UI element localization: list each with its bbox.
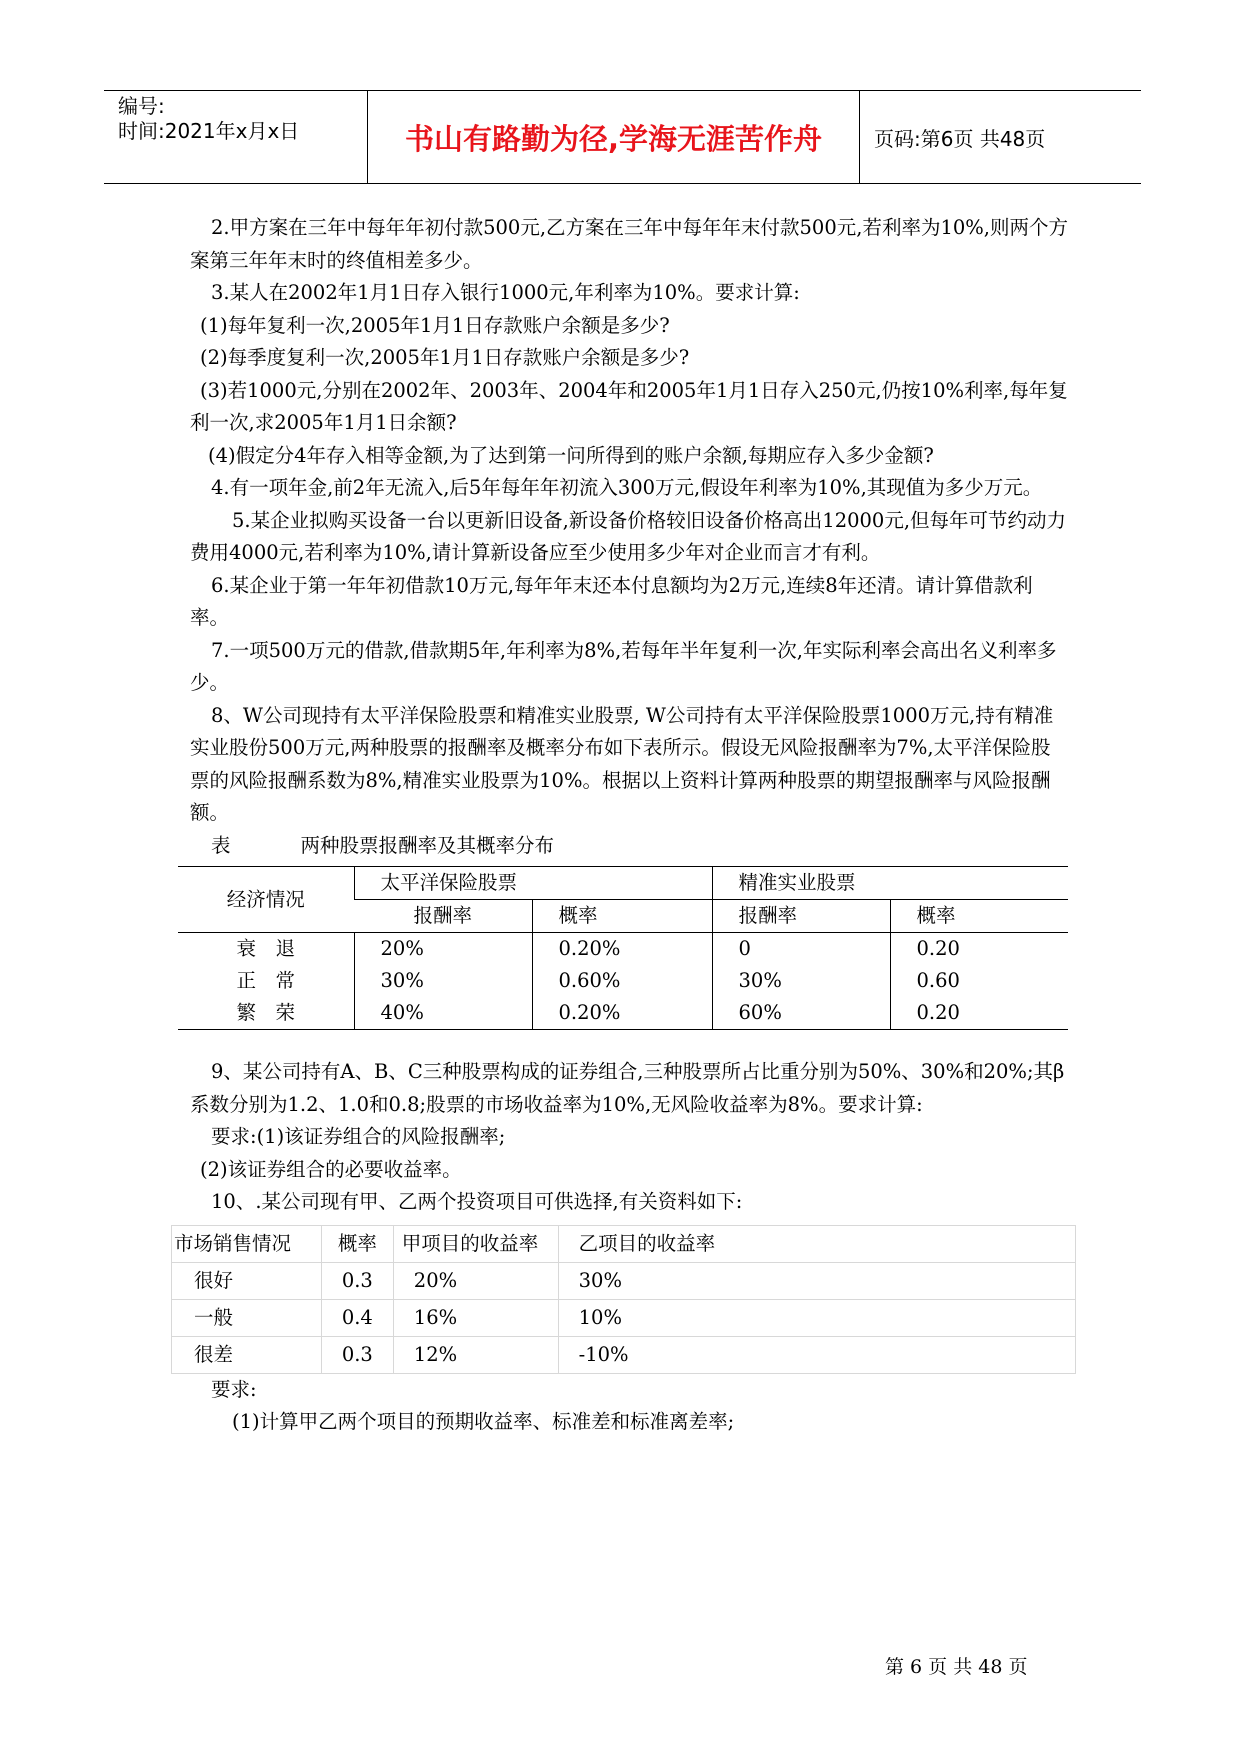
table-cell: 0.20 <box>890 997 1068 1030</box>
question-7: 7.一项500万元的借款,借款期5年,年利率为8%,若每年半年复利一次,年实际利率会高出名义利率多少。 <box>190 638 1057 694</box>
number-label: 编号: <box>118 94 165 118</box>
table-header-cell: 概率 <box>321 1225 393 1262</box>
header-motto: 书山有路勤为径,学海无涯苦作舟 <box>368 91 860 183</box>
table-cell: 0.3 <box>321 1336 393 1373</box>
question-8: 8、W公司现持有太平洋保险股票和精准实业股票, W公司持有太平洋保险股票1000万元,持有精准实业股份500万元,两种股票的报酬率及概率分布如下表所示。假设无风险报酬率为7%,太平洋保险股票的风险报酬系数为8%,精准实业股票为10%。根据以上资料计算两种股票的期望报酬率与风险报酬额。 <box>190 703 1054 824</box>
question-3-part-3: (3)若1000元,分别在2002年、2003年、2004年和2005年1月1日存入250元,仍按10%利率,每年复利一次,求2005年1月1日余额? <box>190 378 1068 434</box>
table-cell: 0.20% <box>532 997 712 1030</box>
page-footer: 第 6 页 共 48 页 <box>885 1656 1028 1678</box>
question-3-part-2: (2)每季度复利一次,2005年1月1日存款账户余额是多少? <box>200 346 690 369</box>
table-cell: 一般 <box>172 1299 322 1336</box>
table-cell: 12% <box>393 1336 558 1373</box>
question-10: 10、.某公司现有甲、乙两个投资项目可供选择,有关资料如下: <box>211 1190 743 1213</box>
table-cell: 10% <box>558 1299 1075 1336</box>
table1-caption-prefix: 表 <box>211 833 231 857</box>
table-row <box>178 965 1068 997</box>
table-cell: 0.3 <box>321 1262 393 1299</box>
sub-return-b: 报酬率 <box>712 900 890 933</box>
sub-return-a: 报酬率 <box>354 900 532 933</box>
table1-caption-title: 两种股票报酬率及其概率分布 <box>300 833 555 857</box>
table-cell: 0.60 <box>890 965 1068 997</box>
question-3-part-1: (1)每年复利一次,2005年1月1日存款账户余额是多少? <box>200 313 670 337</box>
table-cell: 30% <box>354 965 532 997</box>
table-cell: 0.20 <box>890 933 1068 966</box>
question-6: 6.某企业于第一年年初借款10万元,每年年末还本付息额均为2万元,连续8年还清。请计算借款利率。 <box>190 573 1033 629</box>
table-cell: -10% <box>558 1336 1075 1373</box>
table-cell: 0.4 <box>321 1299 393 1336</box>
question-5: 5.某企业拟购买设备一台以更新旧设备,新设备价格较旧设备价格高出12000元,但每年可节约动力费用4000元,若利率为10%,请计算新设备应至少使用多少年对企业而言才有利。 <box>190 508 1067 564</box>
table-row <box>178 933 1068 966</box>
table1-caption <box>190 830 1070 863</box>
table-cell: 40% <box>354 997 532 1030</box>
header-meta <box>104 91 368 183</box>
question-3-part-4: (4)假定分4年存入相等金额,为了达到第一问所得到的账户余额,每期应存入多少金额? <box>208 443 934 467</box>
table-cell: 0.60% <box>532 965 712 997</box>
table-cell: 0.20% <box>532 933 712 966</box>
table-cell: 很差 <box>172 1336 322 1373</box>
question-10-requirement: 要求: <box>211 1377 257 1401</box>
time-label: 时间:2021年x月x日 <box>118 119 300 143</box>
table-header-cell: 市场销售情况 <box>172 1225 322 1262</box>
table-cell: 很好 <box>172 1262 322 1299</box>
sub-prob-a: 概率 <box>532 900 712 933</box>
question-2: 2.甲方案在三年中每年年初付款500元,乙方案在三年中每年年末付款500元,若利率为10%,则两个方案第三年年末时的终值相差多少。 <box>190 216 1068 272</box>
table-header-cell: 乙项目的收益率 <box>558 1225 1075 1262</box>
table-cell: 20% <box>354 933 532 966</box>
table-cell: 60% <box>712 997 890 1030</box>
header-page-label: 页码:第6页 共48页 <box>874 126 1046 151</box>
table-header-row <box>172 1225 1076 1262</box>
table-row <box>178 997 1068 1030</box>
question-3: 3.某人在2002年1月1日存入银行1000元,年利率为10%。要求计算: <box>211 281 800 304</box>
project-return-table <box>171 1225 1076 1374</box>
question-9-requirement-1: 要求:(1)该证券组合的风险报酬率; <box>211 1125 506 1148</box>
group-b-header: 精准实业股票 <box>712 867 1068 900</box>
table-cell: 0 <box>712 933 890 966</box>
page-header <box>104 90 1141 184</box>
document-body <box>174 212 1070 1439</box>
table-cell: 衰 退 <box>236 937 295 960</box>
question-9: 9、某公司持有A、B、C三种股票构成的证券组合,三种股票所占比重分别为50%、30%和20%;其β系数分别为1.2、1.0和0.8;股票的市场收益率为10%,无风险收益率为8%。要求计算: <box>190 1060 1065 1116</box>
table-row <box>172 1299 1076 1336</box>
question-9-requirement-2: (2)该证券组合的必要收益率。 <box>200 1157 462 1181</box>
table-row <box>172 1262 1076 1299</box>
table-cell: 正 常 <box>236 969 295 992</box>
table-header-cell: 甲项目的收益率 <box>393 1225 558 1262</box>
table-cell: 20% <box>393 1262 558 1299</box>
col-economy: 经济情况 <box>178 867 354 933</box>
stock-return-table <box>178 866 1068 1030</box>
table-cell: 繁 荣 <box>236 1001 295 1024</box>
table-row <box>172 1336 1076 1373</box>
table-cell: 30% <box>558 1262 1075 1299</box>
table-cell: 16% <box>393 1299 558 1336</box>
sub-prob-b: 概率 <box>890 900 1068 933</box>
question-4: 4.有一项年金,前2年无流入,后5年每年年初流入300万元,假设年利率为10%,其现值为多少万元。 <box>211 476 1043 499</box>
question-10-part-1: (1)计算甲乙两个项目的预期收益率、标准差和标准离差率; <box>232 1410 735 1433</box>
table-cell: 30% <box>712 965 890 997</box>
group-a-header: 太平洋保险股票 <box>354 867 712 900</box>
